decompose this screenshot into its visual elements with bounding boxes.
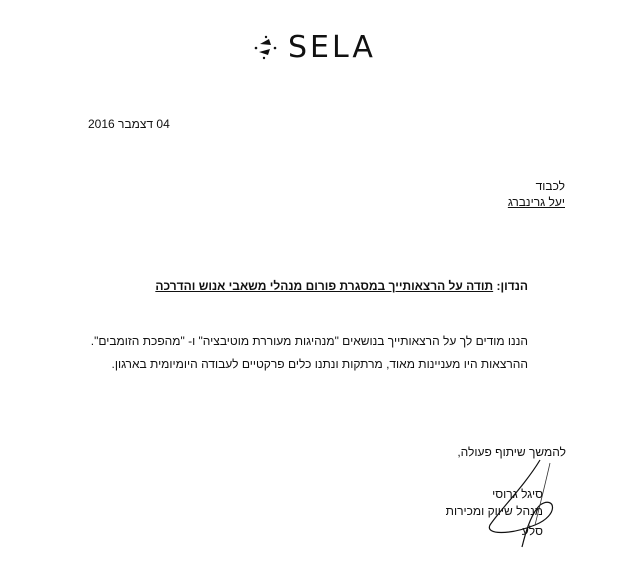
signatory-company: סלע (521, 524, 543, 538)
subject-label: הנדון: (496, 279, 528, 293)
body-line: ההרצאות היו מעניינות מאוד, מרתקות ונתנו כלים פרקטיים לעבודה היומיומית בארגון. (111, 357, 528, 371)
logo-text: SELA (288, 30, 376, 65)
subject-text: תודה על הרצאותייך במסגרת פורום מנהלי משאבי אנוש והדרכה (155, 279, 494, 293)
letter-date: 04 דצמבר 2016 (88, 117, 170, 131)
subject-line (155, 279, 528, 293)
company-logo (252, 30, 376, 65)
closing: להמשך שיתוף פעולה, (457, 445, 566, 459)
signatory-name: סיגל גרוסי (492, 487, 543, 501)
signatory-title: מנהל שיווק ומכירות (445, 504, 543, 518)
recipient-name: יעל גרינברג (507, 195, 565, 209)
logo-mark-icon (252, 35, 280, 61)
recipient-salutation: לכבוד (535, 179, 565, 193)
body-line: הננו מודים לך על הרצאותייך בנושאים "מנהיגות מעוררת מוטיבציה" ו- "מהפכת הזומבים". (90, 334, 528, 348)
